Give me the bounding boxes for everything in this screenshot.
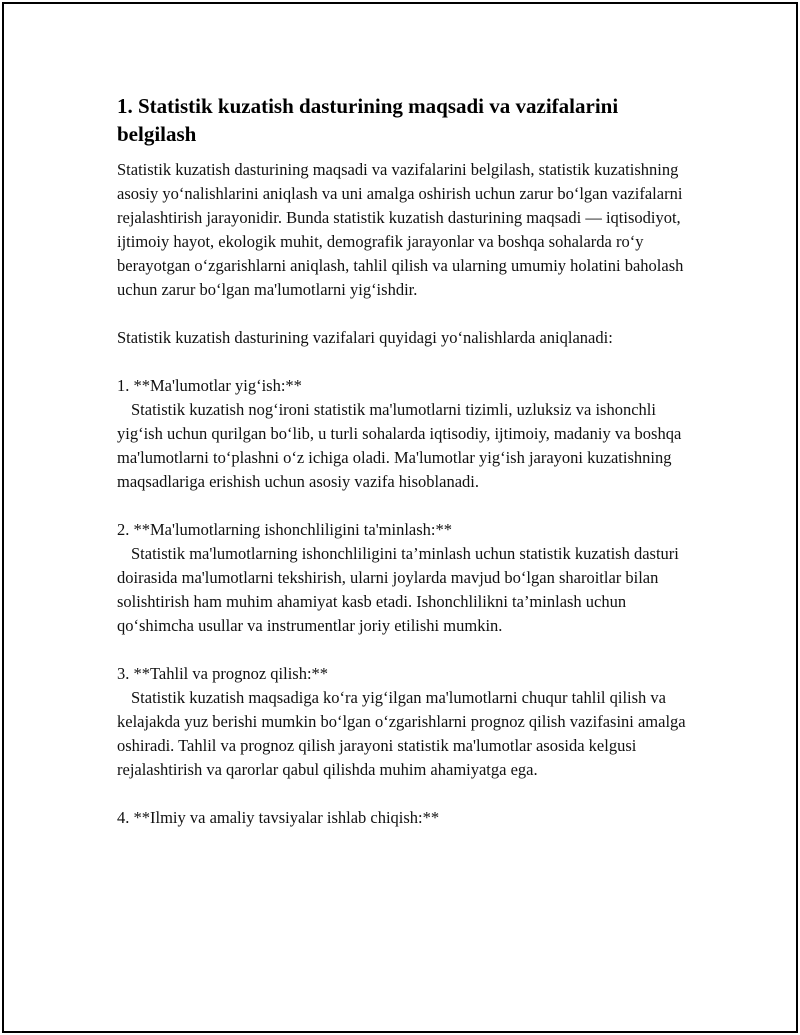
list-item	[117, 662, 692, 782]
list-item	[117, 518, 692, 638]
list-item	[117, 374, 692, 494]
list-item-heading: 2. **Ma'lumotlarning ishonchliligini ta'minlash:**	[117, 520, 453, 539]
intro-paragraph: Statistik kuzatish dasturining maqsadi va vazifalarini belgilash, statistik kuzatishning asosiy yo‘nalishlarini aniqlash va uni amalga oshirish uchun zarur bo‘lgan vazifalarni rejalashtirish jarayonidir. Bunda statistik kuzatish dasturining maqsadi — iqtisodiyot, ijtimoiy hayot, ekologik muhit, demografik jarayonlar va boshqa sohalarda ro‘y berayotgan o‘zgarishlarni aniqlash, tahlil qilish va ularning umumiy holatini baholash uchun zarur bo‘lgan ma'lumotlarni yig‘ishdir.	[117, 160, 684, 299]
list-item-heading: 3. **Tahlil va prognoz qilish:**	[117, 664, 329, 683]
list-item-heading: 4. **Ilmiy va amaliy tavsiyalar ishlab chiqish:**	[117, 808, 440, 827]
list-item	[117, 806, 692, 830]
document-content	[117, 92, 692, 854]
list-item-body: Statistik kuzatish nog‘ironi statistik ma'lumotlarni tizimli, uzluksiz va ishonchli yig‘ish uchun qurilgan bo‘lib, u turli sohalarda iqtisodiy, ijtimoiy, madaniy va boshqa ma'lumotlarni to‘plashni o‘z ichiga oladi. Ma'lumotlar yig‘ish jarayoni kuzatishning maqsadlariga erishish uchun asosiy vazifa hisoblanadi.	[117, 400, 682, 491]
list-item-body: Statistik ma'lumotlarning ishonchliligini ta’minlash uchun statistik kuzatish dasturi doirasida ma'lumotlarni tekshirish, ularni joylarda mavjud bo‘lgan sharoitlar bilan solishtirish ham muhim ahamiyat kasb etadi. Ishonchlilikni ta’minlash uchun qo‘shimcha usullar va instrumentlar joriy etilishi mumkin.	[117, 544, 679, 635]
list-item-body: Statistik kuzatish maqsadiga ko‘ra yig‘ilgan ma'lumotlarni chuqur tahlil qilish va kelajakda yuz berishi mumkin bo‘lgan o‘zgarishlarni prognoz qilish vazifasini amalga oshiradi. Tahlil va prognoz qilish jarayoni statistik ma'lumotlar asosida kelgusi rejalashtirish va qarorlar qabul qilishda muhim ahamiyatga ega.	[117, 688, 686, 779]
list-item-heading: 1. **Ma'lumotlar yig‘ish:**	[117, 376, 302, 395]
lead-paragraph: Statistik kuzatish dasturining vazifalari quyidagi yo‘nalishlarda aniqlanadi:	[117, 328, 613, 347]
document-title: 1. Statistik kuzatish dasturining maqsadi va vazifalarini belgilash	[117, 94, 619, 146]
